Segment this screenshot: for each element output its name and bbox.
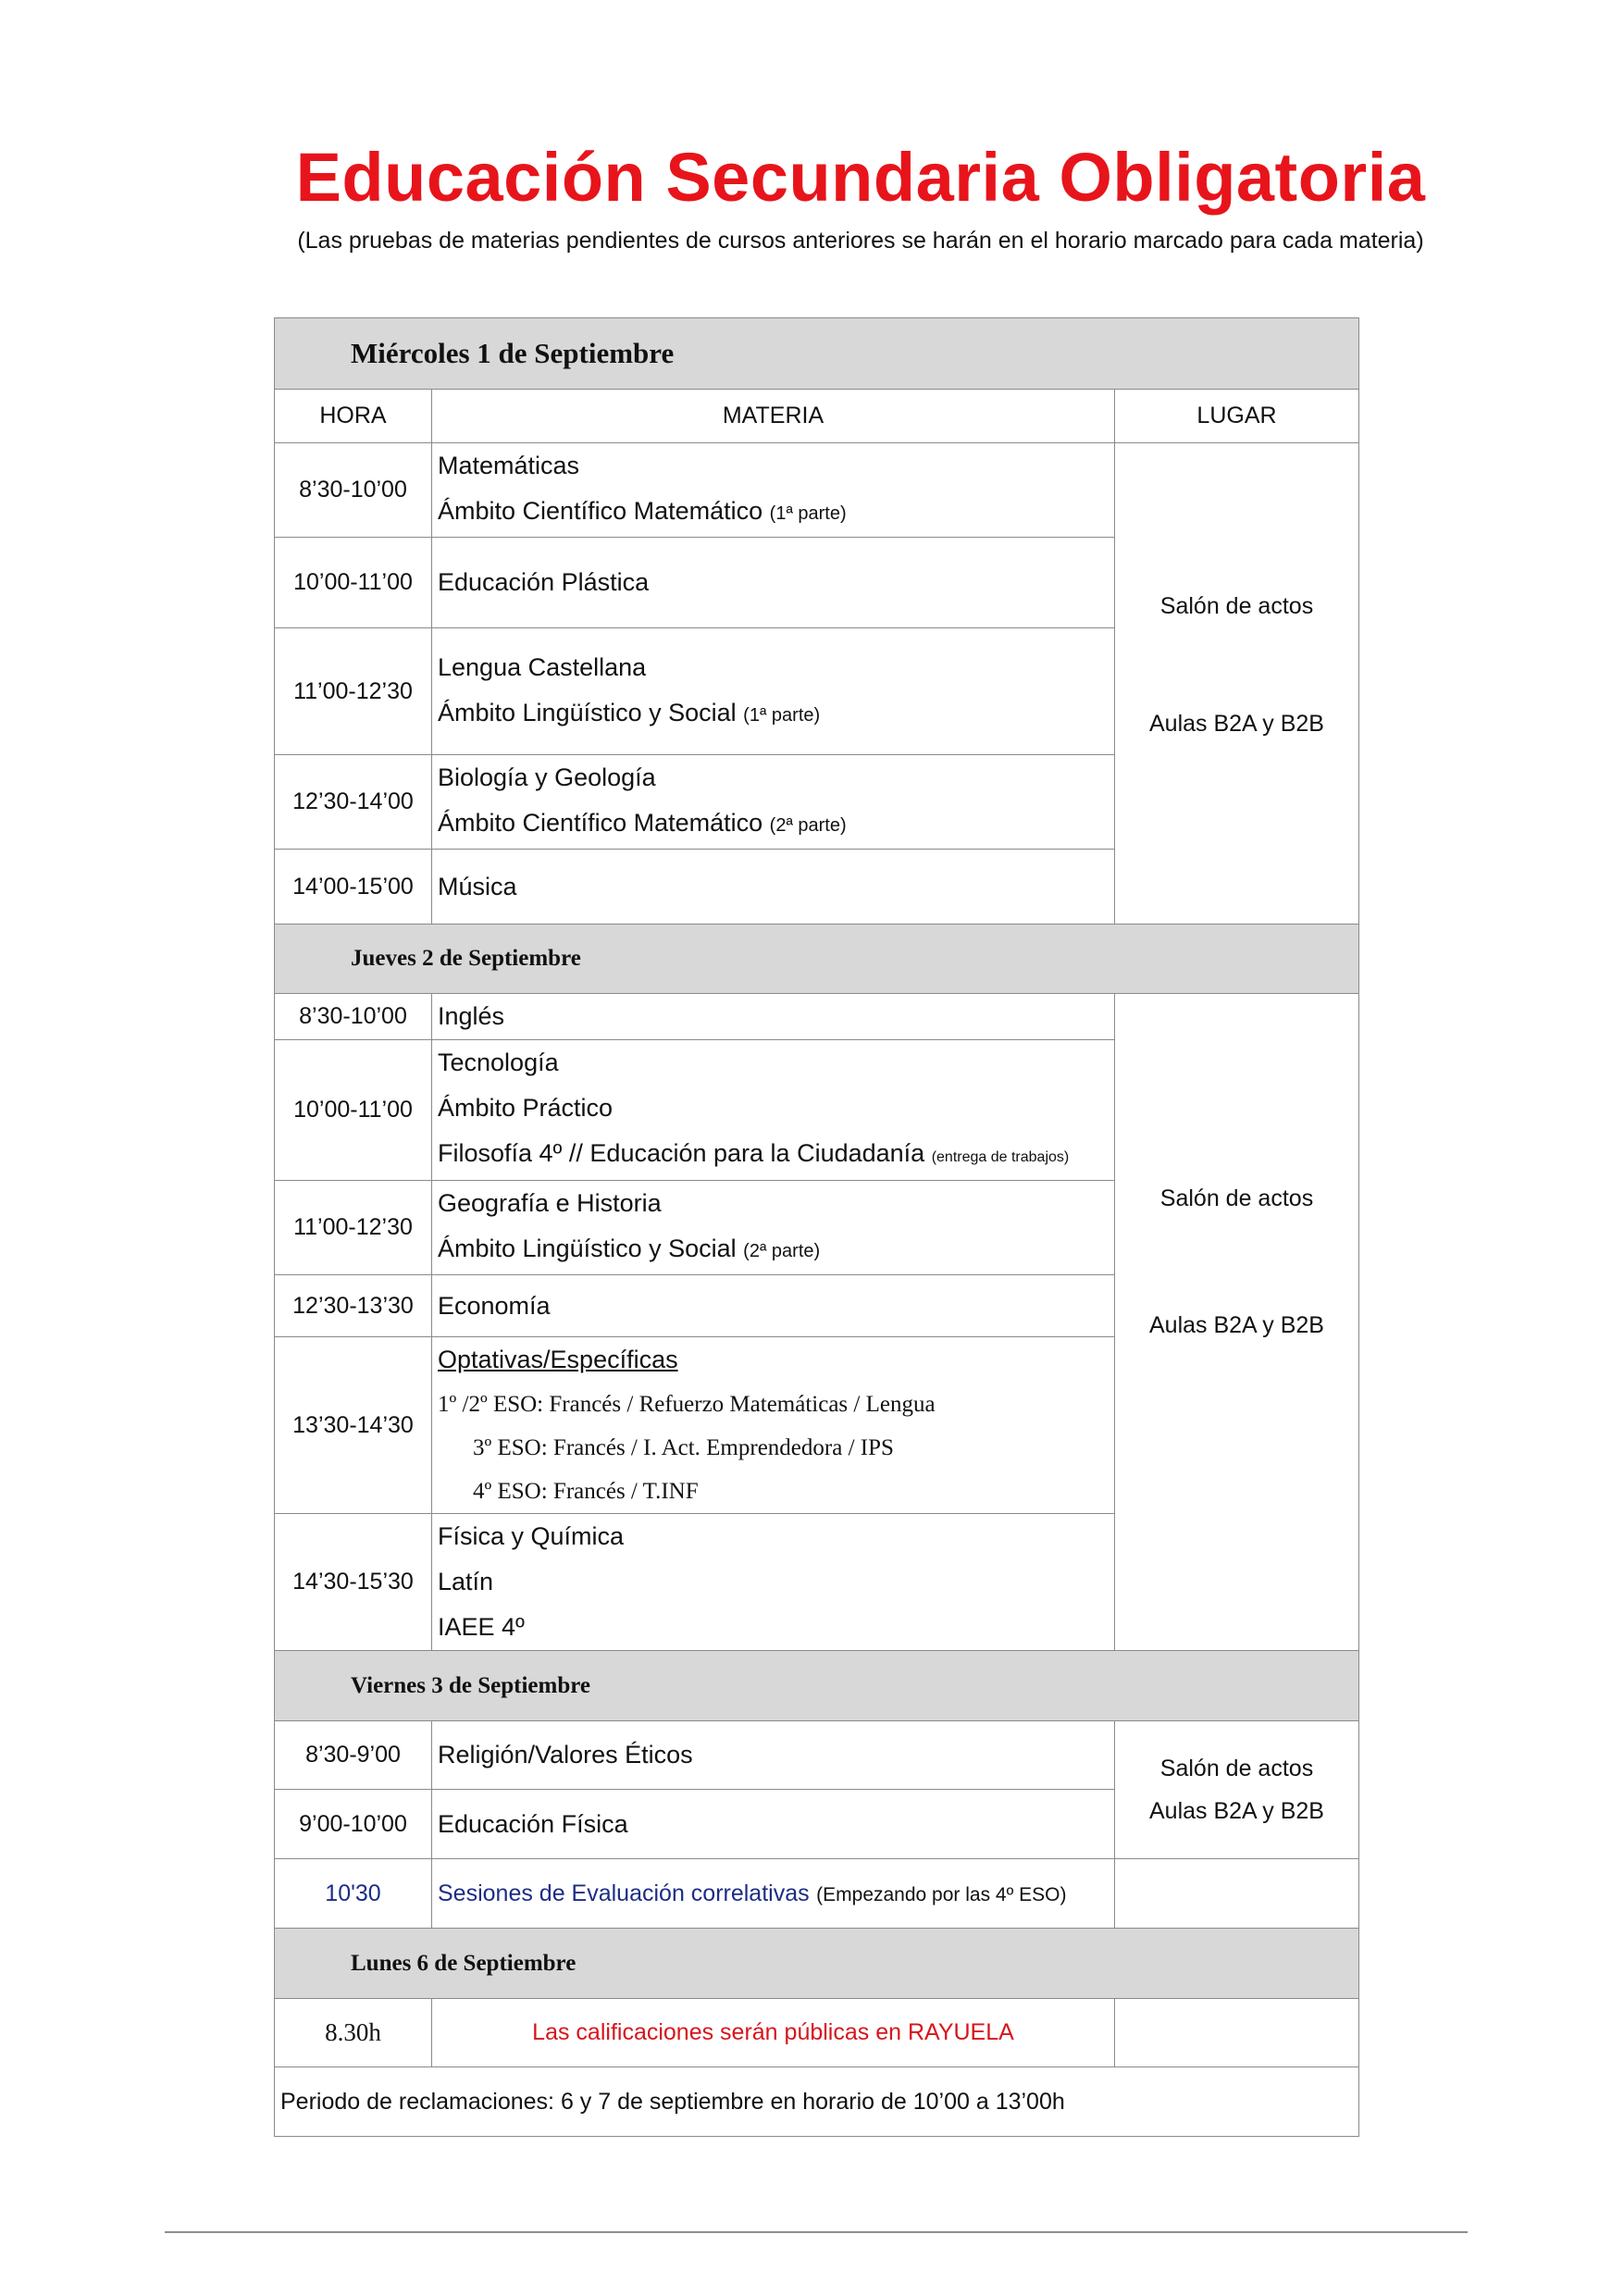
calificaciones-cell: Las calificaciones serán públicas en RAYUELA <box>432 1999 1115 2067</box>
materia-line <box>438 1131 1109 1180</box>
day-label: Miércoles 1 de Septiembre <box>275 318 1359 390</box>
materia-line: Geografía e Historia <box>438 1189 662 1217</box>
materia-cell <box>432 443 1115 538</box>
table-row <box>275 1999 1359 2067</box>
hora-cell: 8’30-10’00 <box>275 443 432 538</box>
materia-line: Matemáticas <box>438 452 580 479</box>
lugar-cell <box>1115 994 1359 1651</box>
materia-cell <box>432 1337 1115 1514</box>
materia-note: (entrega de trabajos) <box>931 1149 1070 1165</box>
materia-text: Ámbito Lingüístico y Social <box>438 698 737 726</box>
day-header-row <box>275 925 1359 994</box>
hora-cell: 11’00-12’30 <box>275 628 432 755</box>
materia-cell <box>432 1514 1115 1651</box>
column-header-row <box>275 390 1359 443</box>
materia-cell <box>432 994 1115 1040</box>
lugar-salon: Salón de actos <box>1159 592 1314 619</box>
materia-note: (1ª parte) <box>769 503 847 524</box>
materia-line: Física y Química <box>438 1522 625 1550</box>
footer-row <box>275 2067 1359 2137</box>
hora-cell: 12’30-14’00 <box>275 755 432 850</box>
materia-line: Tecnología <box>438 1049 559 1076</box>
materia-line: Educación Física <box>438 1809 628 1838</box>
materia-cell <box>432 1721 1115 1790</box>
lugar-salon: Salón de actos <box>1159 1185 1314 1211</box>
reclamaciones-note: Periodo de reclamaciones: 6 y 7 de septiembre en horario de 10’00 a 13’00h <box>275 2067 1359 2137</box>
col-header-materia: MATERIA <box>432 390 1115 443</box>
hora-cell: 8’30-9’00 <box>275 1721 432 1790</box>
hora-cell: 10'30 <box>275 1859 432 1929</box>
materia-text: Filosofía 4º // Educación para la Ciudadanía <box>438 1139 925 1167</box>
table-row <box>275 443 1359 538</box>
materia-line: Economía <box>438 1291 551 1320</box>
materia-cell <box>432 628 1115 755</box>
materia-line: Latín <box>438 1568 494 1595</box>
day-label: Lunes 6 de Septiembre <box>275 1929 1359 1999</box>
materia-line: Optativas/Específicas <box>438 1346 678 1373</box>
materia-line: Música <box>438 872 517 900</box>
page-title: Educación Secundaria Obligatoria <box>295 139 1426 216</box>
materia-text: Ámbito Científico Matemático <box>438 497 763 525</box>
materia-line: Ámbito Práctico <box>438 1094 614 1122</box>
lugar-cell-empty <box>1115 1999 1359 2067</box>
lugar-cell-empty <box>1115 1859 1359 1929</box>
materia-cell <box>432 1859 1115 1929</box>
day-label: Viernes 3 de Septiembre <box>275 1651 1359 1721</box>
hora-cell: 12’30-13’30 <box>275 1275 432 1337</box>
materia-cell <box>432 1275 1115 1337</box>
day-label: Jueves 2 de Septiembre <box>275 925 1359 994</box>
materia-cell <box>432 1181 1115 1275</box>
hora-cell: 13’30-14’30 <box>275 1337 432 1514</box>
materia-line: Educación Plástica <box>438 568 650 596</box>
hora-cell: 8’30-10’00 <box>275 994 432 1040</box>
sesiones-note: (Empezando por las 4º ESO) <box>816 1883 1067 1905</box>
materia-line <box>438 690 1109 738</box>
optativa-line: 3º ESO: Francés / I. Act. Emprendedora / IPS <box>473 1435 894 1460</box>
optativa-line: 1º /2º ESO: Francés / Refuerzo Matemáticas / Lengua <box>438 1392 936 1417</box>
lugar-aulas: Aulas B2A y B2B <box>1148 1798 1324 1824</box>
hora-cell: 10’00-11’00 <box>275 1040 432 1181</box>
lugar-aulas: Aulas B2A y B2B <box>1148 1311 1324 1338</box>
table-row <box>275 1721 1359 1790</box>
materia-line: Inglés <box>438 1002 505 1030</box>
day-header-row <box>275 1929 1359 1999</box>
col-header-hora: HORA <box>275 390 432 443</box>
materia-note: (1ª parte) <box>743 704 821 726</box>
hora-cell: 10’00-11’00 <box>275 538 432 628</box>
materia-line <box>438 489 1109 537</box>
col-header-lugar: LUGAR <box>1115 390 1359 443</box>
materia-line <box>438 1226 1109 1274</box>
table-row <box>275 1859 1359 1929</box>
materia-cell <box>432 850 1115 925</box>
exam-schedule-table <box>274 317 1359 2137</box>
hora-cell: 8.30h <box>275 1999 432 2067</box>
materia-text: Ámbito Científico Matemático <box>438 809 763 837</box>
materia-note: (2ª parte) <box>769 815 847 836</box>
sesiones-text: Sesiones de Evaluación correlativas <box>438 1880 810 1906</box>
lugar-salon: Salón de actos <box>1159 1756 1314 1781</box>
materia-line <box>438 800 1109 849</box>
materia-line: Religión/Valores Éticos <box>438 1741 693 1769</box>
hora-cell: 14’30-15’30 <box>275 1514 432 1651</box>
lugar-cell <box>1115 443 1359 925</box>
materia-line: Lengua Castellana <box>438 652 647 681</box>
hora-cell: 11’00-12’30 <box>275 1181 432 1275</box>
day-header-row <box>275 1651 1359 1721</box>
materia-cell <box>432 538 1115 628</box>
materia-cell <box>432 1790 1115 1859</box>
materia-line: IAEE 4º <box>438 1613 525 1641</box>
materia-line: Biología y Geología <box>438 763 656 791</box>
materia-cell <box>432 755 1115 850</box>
page-bottom-rule <box>165 2231 1468 2233</box>
lugar-aulas: Aulas B2A y B2B <box>1148 710 1324 737</box>
materia-note: (2ª parte) <box>743 1241 821 1261</box>
lugar-cell <box>1115 1721 1359 1859</box>
page-subtitle: (Las pruebas de materias pendientes de cursos anteriores se harán en el horario marcado para cada materia) <box>297 228 1424 254</box>
materia-cell <box>432 1040 1115 1181</box>
materia-text: Ámbito Lingüístico y Social <box>438 1235 737 1262</box>
table-row <box>275 994 1359 1040</box>
materia-line <box>438 1870 1109 1917</box>
day-header-row <box>275 318 1359 390</box>
optativa-line: 4º ESO: Francés / T.INF <box>473 1479 699 1504</box>
hora-cell: 9’00-10’00 <box>275 1790 432 1859</box>
hora-cell: 14’00-15’00 <box>275 850 432 925</box>
